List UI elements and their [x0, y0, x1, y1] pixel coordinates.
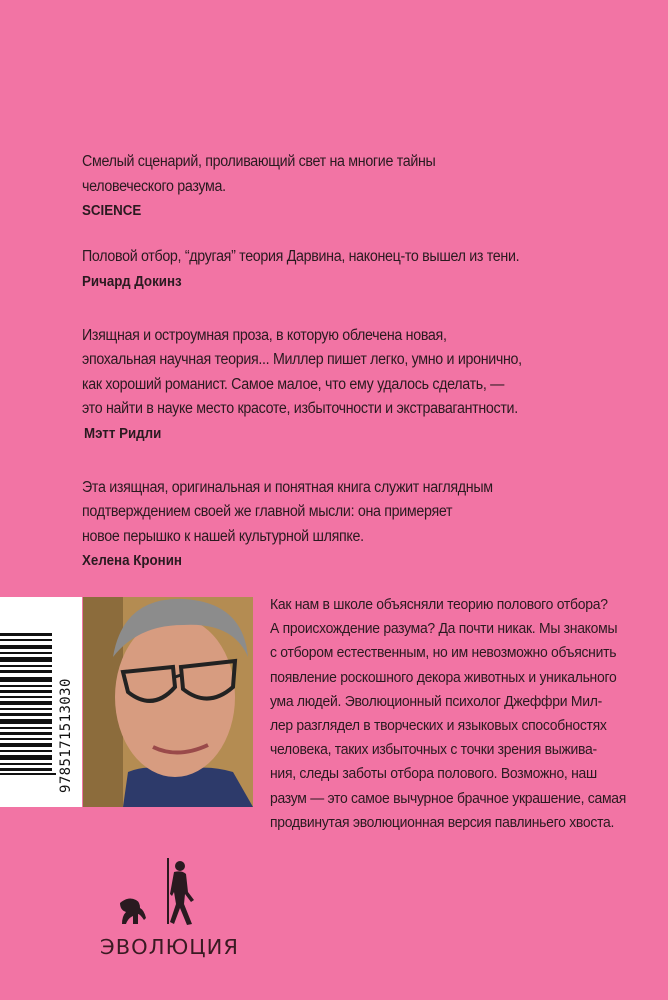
blurb-line: ния, следы заботы отбора полового. Возможно, наш [270, 765, 597, 783]
quote-dawkins [82, 245, 602, 294]
quote-line: человеческого разума. [82, 177, 226, 195]
quote-author: Хелена Кронин [82, 553, 182, 569]
book-blurb [270, 593, 627, 835]
blurb-line: А происхождение разума? Да почти никак. Мы знакомы [270, 620, 618, 638]
blurb-line: разум — это самое вычурное брачное украшение, самая [270, 789, 627, 807]
blurb-line: ума людей. Эволюционный психолог Джеффри Мил- [270, 692, 602, 710]
quote-line: новое перышко к нашей культурной шляпке. [82, 527, 364, 545]
quote-author: Мэтт Ридли [84, 425, 162, 442]
isbn-barcode [0, 597, 82, 807]
quote-ridley [82, 324, 602, 446]
blurb-line: человека, таких избыточных с точки зрения выжива- [270, 741, 597, 759]
blurb-line: лер разглядел в творческих и языковых способностях [270, 717, 607, 735]
isbn-digits: 9785171513030 [58, 678, 74, 793]
quote-line: Половой отбор, “другая” теория Дарвина, наконец-то вышел из тени. [82, 248, 520, 265]
quote-line: эпохальная научная теория... Миллер пишет легко, умно и иронично, [82, 351, 522, 368]
quote-line: подтверждением своей же главной мысли: она примеряет [82, 503, 453, 520]
quote-line: это найти в науке место красоте, избыточности и экстравагантности. [82, 400, 518, 417]
quote-cronin [82, 476, 602, 574]
quote-line: как хороший романист. Самое малое, что ему удалось сделать, — [82, 375, 505, 393]
quote-author: Ричард Докинз [82, 273, 182, 290]
quote-line: Смелый сценарий, проливающий свет на многие тайны [82, 153, 436, 170]
blurb-line: продвинутая эволюционная версия павлиньего хвоста. [270, 813, 615, 831]
quote-author: SCIENCE [82, 203, 142, 219]
praise-quotes [82, 150, 602, 595]
blurb-line: с отбором естественным, но им невозможно объяснить [270, 644, 617, 662]
quote-line: Изящная и остроумная проза, в которую облечена новая, [82, 326, 447, 344]
author-photo [83, 597, 253, 807]
blurb-line: Как нам в школе объясняли теорию полового отбора? [270, 596, 608, 613]
publisher-logo-text: ЭВОЛЮЦИЯ [100, 935, 240, 959]
quote-line: Эта изящная, оригинальная и понятная книга служит наглядным [82, 478, 493, 496]
quote-science [82, 150, 602, 223]
blurb-line: появление роскошного декора животных и уникального [270, 668, 617, 686]
